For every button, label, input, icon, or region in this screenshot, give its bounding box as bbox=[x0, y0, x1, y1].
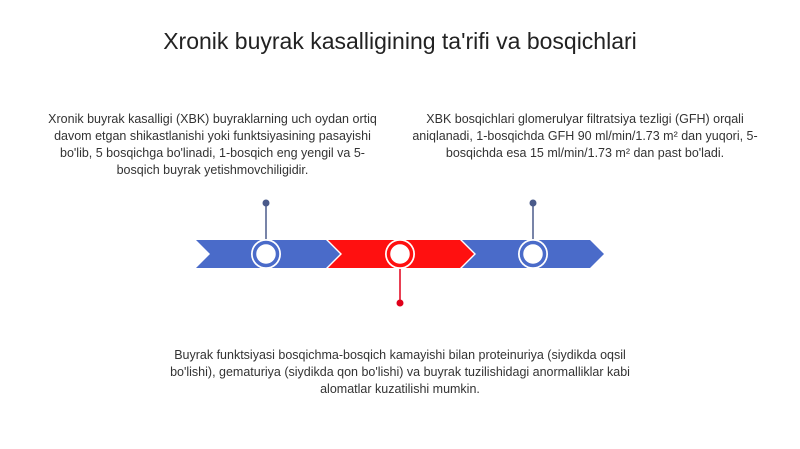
text-block-definition: Xronik buyrak kasalligi (XBK) buyraklarning uch oydan ortiq davom etgan shikastlanishi yoki funktsiyasining pasayishi bo'lib, 5 bosqichga bo'linadi, 1-bosqich eng yengil va 5-bosqich buyrak yetishmovchiligidir. bbox=[48, 112, 377, 177]
text-block-gfr-stages: XBK bosqichlari glomerulyar filtratsiya tezligi (GFH) orqali aniqlanadi, 1-bosqichda GFH 90 ml/min/1.73 m² dan yuqori, 5-bosqichda esa 15 ml/min/1.73 m² dan past bo'ladi. bbox=[412, 112, 758, 160]
connector-dot-right bbox=[530, 200, 537, 207]
connector-dot-bottom bbox=[397, 300, 404, 307]
connector-dot-left bbox=[263, 200, 270, 207]
text-block-symptoms: Buyrak funktsiyasi bosqichma-bosqich kamayishi bilan proteinuriya (siydikda oqsil bo'lishi), gematuriya (siydikda qon bo'lishi) va buyrak tuzilishidagi anormalliklar kabi alomatlar kuzatilishi mumkin. bbox=[170, 348, 630, 396]
slide-title: Xronik buyrak kasalligining ta'rifi va bosqichlari bbox=[163, 28, 637, 54]
